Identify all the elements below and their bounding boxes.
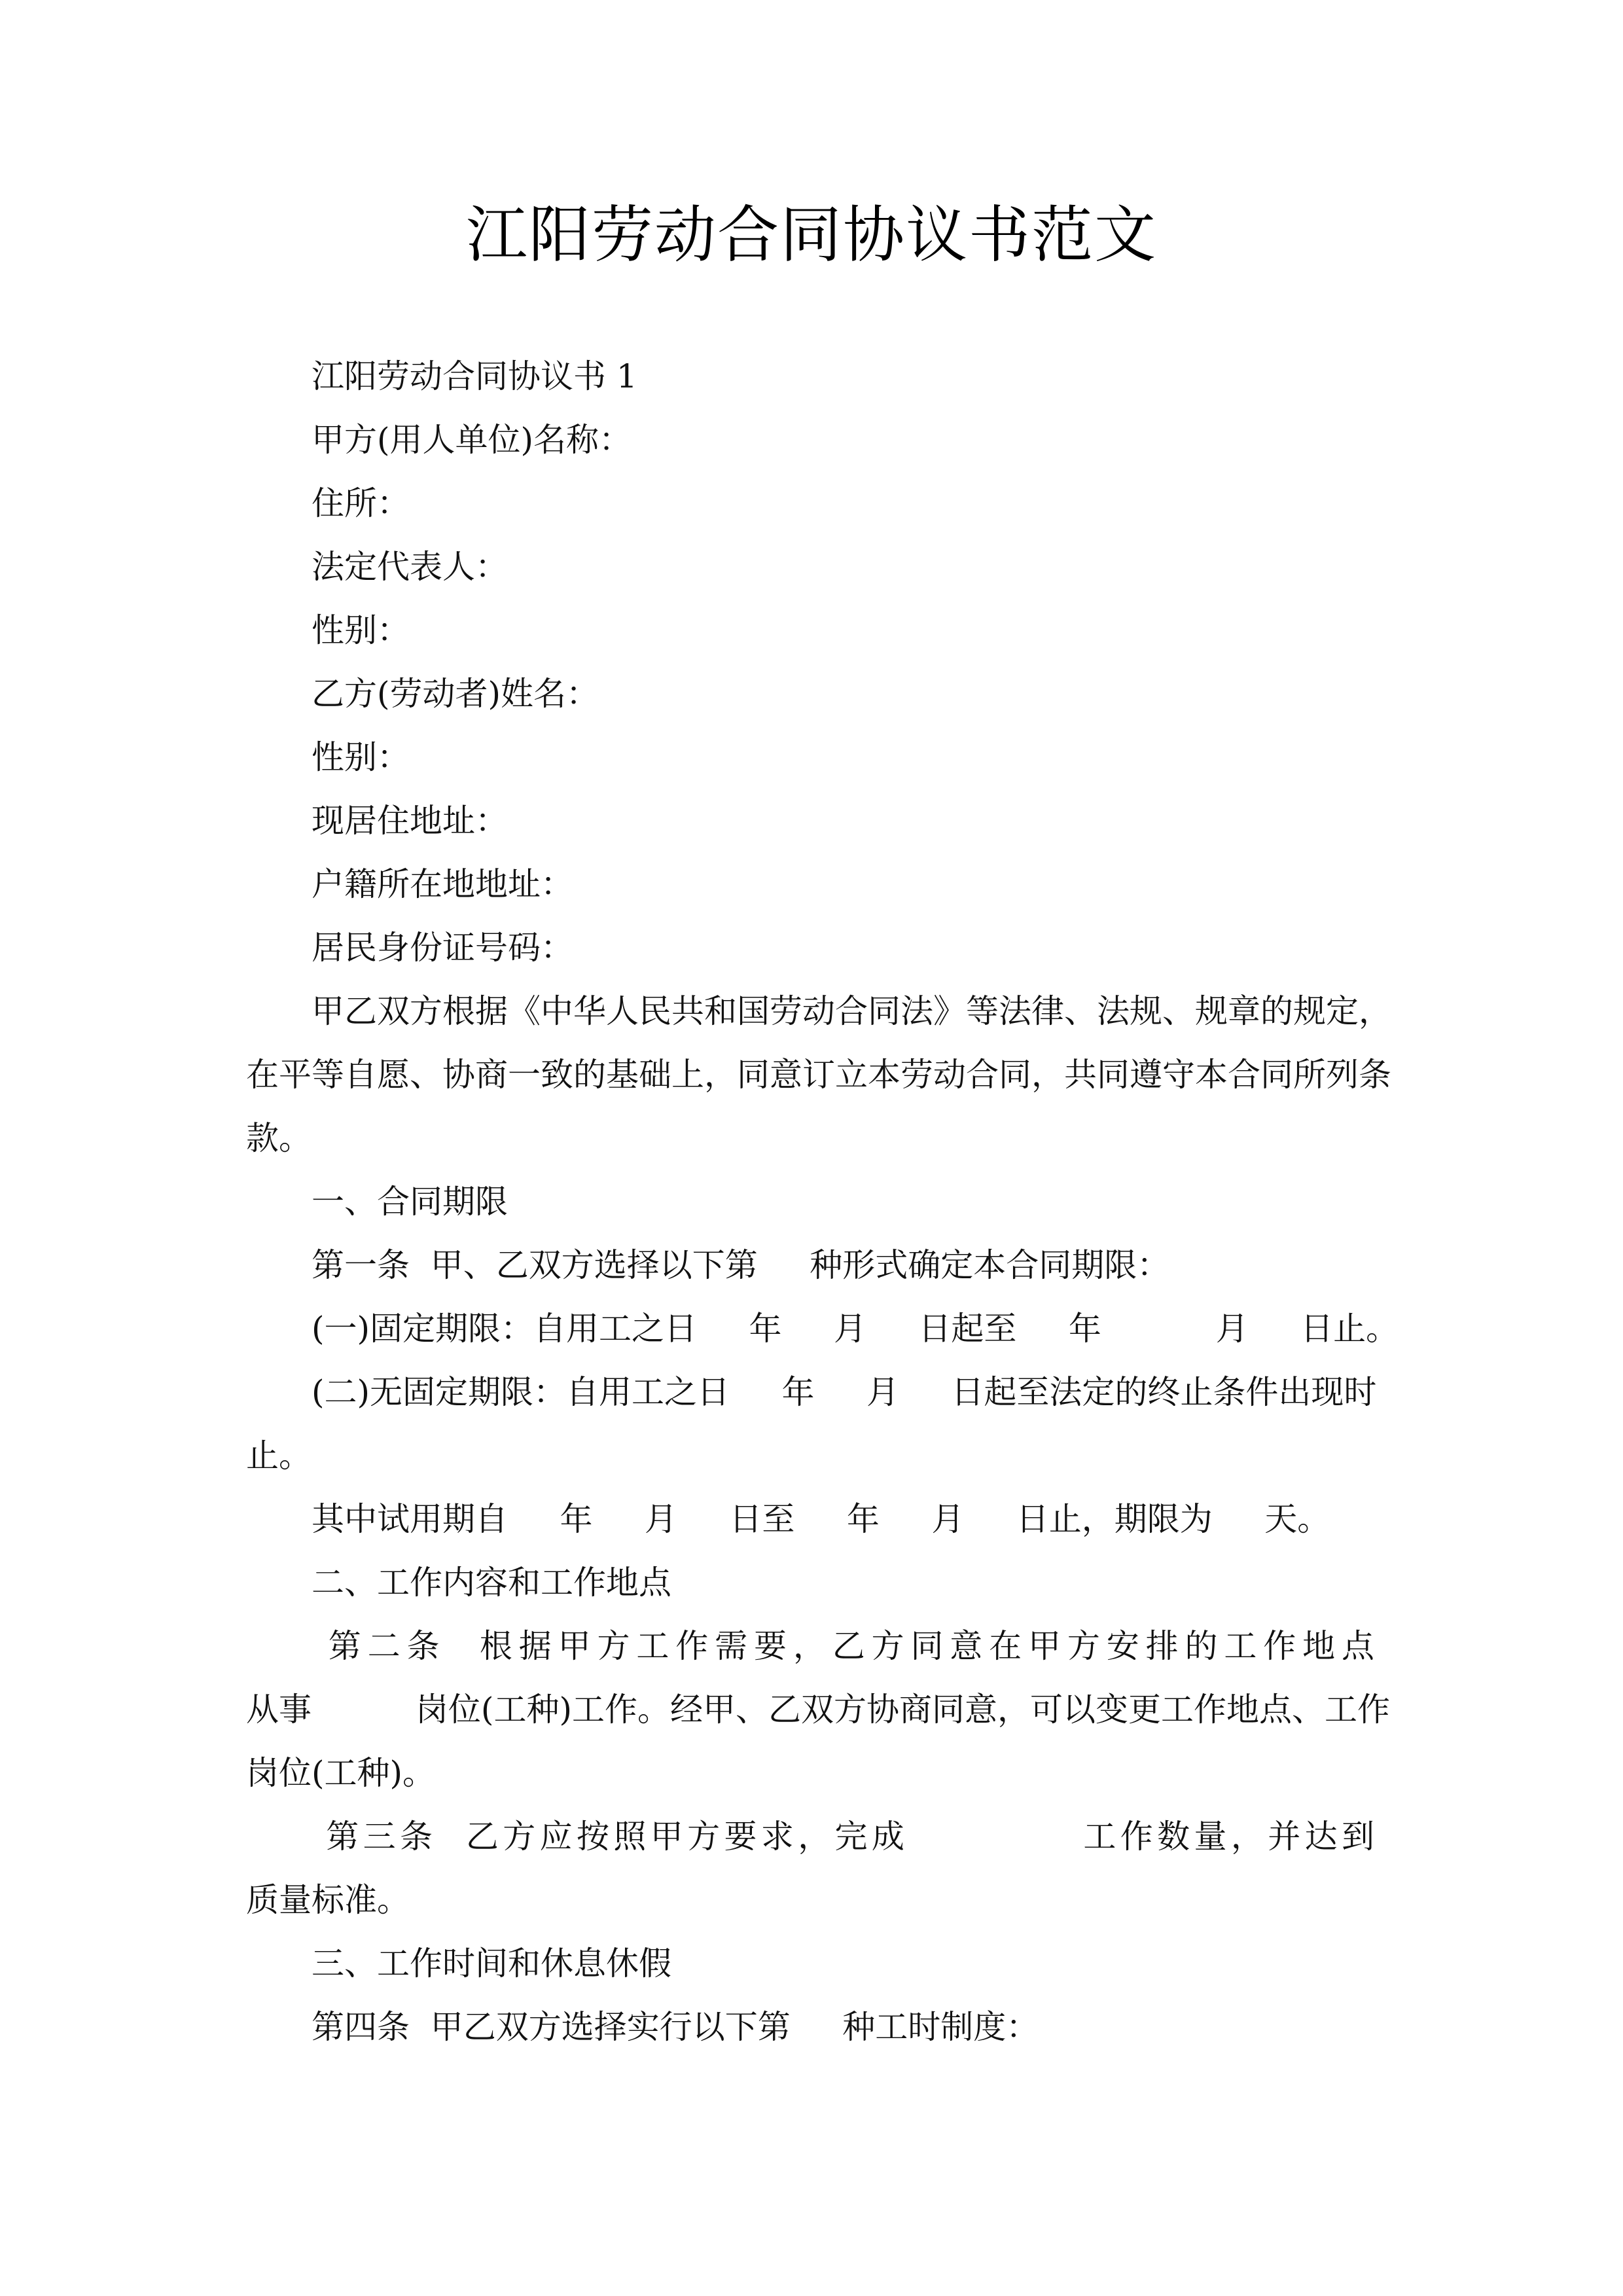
article-1: 第一条 甲、乙双方选择以下第 种形式确定本合同期限：: [312, 1246, 1170, 1284]
article-2-line-2: 从事 岗位(工种)工作。经甲、乙双方协商同意，可以变更工作地点、工作: [246, 1691, 1390, 1729]
party-a-gender-field: 性别：: [312, 611, 410, 649]
id-number-field: 居民身份证号码：: [312, 929, 573, 967]
party-b-name-field: 乙方(劳动者)姓名：: [312, 675, 599, 713]
current-address-field: 现居住地址：: [312, 802, 508, 840]
party-b-gender-field: 性别：: [312, 738, 410, 776]
legal-representative-field: 法定代表人：: [312, 548, 508, 586]
section-heading-2: 二、工作内容和工作地点: [312, 1564, 671, 1602]
article-3-line-2: 质量标准。: [246, 1881, 410, 1919]
party-a-address-field: 住所：: [312, 484, 410, 522]
contract-subtitle: 江阳劳动合同协议书 1: [312, 357, 637, 395]
section-heading-3: 三、工作时间和休息休假: [312, 1945, 671, 1982]
article-1-fixed-term: (一)固定期限：自用工之日 年 月 日起至 年 月 日止。: [312, 1310, 1399, 1348]
section-heading-1: 一、合同期限: [312, 1183, 508, 1221]
preamble-line-3: 款。: [246, 1119, 312, 1157]
article-3-line-1: 第三条 乙方应按照甲方要求，完成 工作数量，并达到: [312, 1818, 1378, 1856]
article-4: 第四条 甲乙双方选择实行以下第 种工时制度：: [312, 2008, 1039, 2046]
household-address-field: 户籍所在地地址：: [312, 865, 573, 903]
article-1-open-term-end: 止。: [246, 1437, 312, 1475]
probation-period: 其中试用期自 年 月 日至 年 月 日止，期限为 天。: [312, 1500, 1330, 1538]
document-title: 江阳劳动合同协议书范文: [465, 200, 1157, 271]
article-2-line-1: 第二条 根据甲方工作需要，乙方同意在甲方安排的工作地点: [312, 1627, 1378, 1665]
party-a-name-field: 甲方(用人单位)名称：: [312, 421, 632, 459]
preamble-line-2: 在平等自愿、协商一致的基础上，同意订立本劳动合同，共同遵守本合同所列条: [246, 1056, 1391, 1094]
article-2-line-3: 岗位(工种)。: [246, 1754, 436, 1792]
preamble-line-1: 甲乙双方根据《中华人民共和国劳动合同法》等法律、法规、规章的规定，: [312, 992, 1391, 1030]
article-1-open-term: (二)无固定期限：自用工之日 年 月 日起至法定的终止条件出现时: [312, 1373, 1377, 1411]
